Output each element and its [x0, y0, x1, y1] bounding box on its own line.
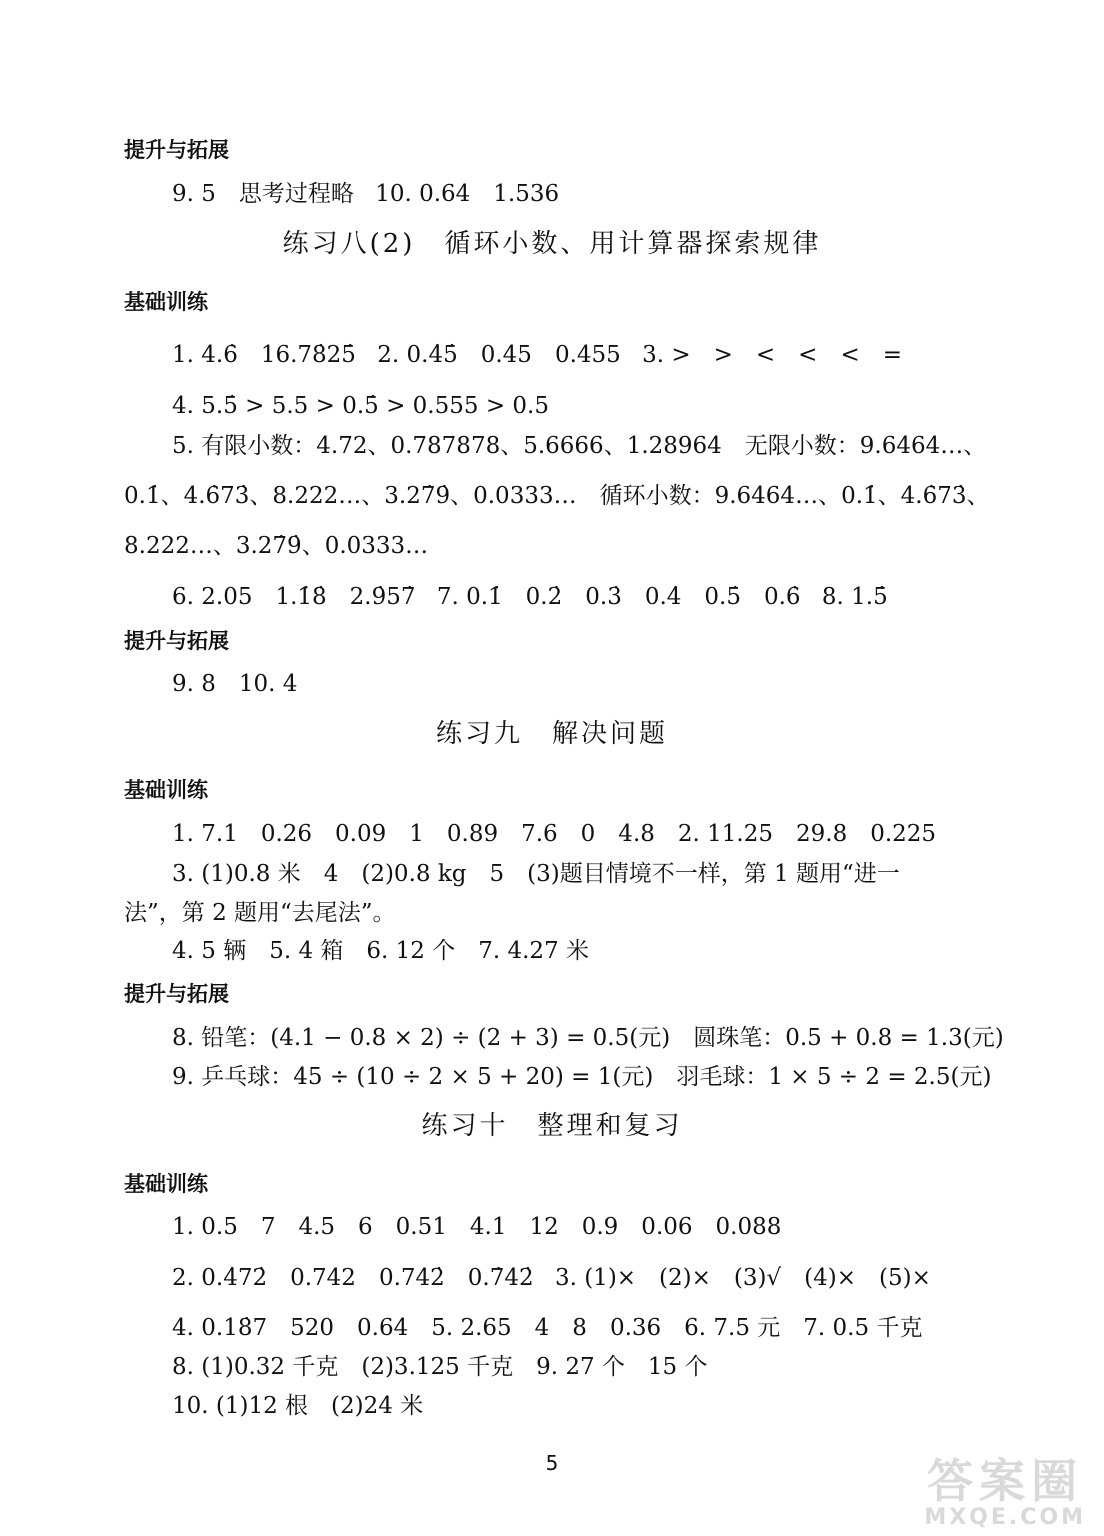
answer-line: 1. 0.5 7 4.5 6 0.51 4.1 12 0.9 0.06 0.088 — [172, 1214, 782, 1240]
exercise-title: 练习十 整理和复习 — [421, 1111, 683, 1141]
watermark-logo — [924, 1454, 1086, 1530]
answer-line: 1. 7.1 0.26 0.09 1 0.89 7.6 0 4.8 2. 11.25 29.8 0.225 — [172, 821, 937, 847]
answer-text: 6. 2.05 1.1̇8̇ 2.9̇57̇ — [172, 584, 416, 610]
answer-line: 9. 乒乓球：45 ÷ (10 ÷ 2 × 5 + 20) = 1(元) 羽毛球：1 × 5 ÷ 2 = 2.5(元) — [172, 1064, 992, 1090]
exercise-title: 练习八(2) 循环小数、用计算器探索规律 — [282, 229, 822, 259]
section-heading: 基础训练 — [124, 1172, 208, 1196]
answer-line: 8.222…、3.27̇9̇、0.0333… — [124, 533, 429, 559]
watermark-text: 答案圈 — [927, 1454, 1084, 1508]
answer-line: 8. (1)0.32 千克 (2)3.125 千克 9. 27 个 15 个 — [172, 1354, 708, 1380]
answer-line: 4. 5.5̇ > 5.5 > 0.5̇ > 0.555 > 0.5 — [172, 393, 549, 419]
section-heading: 基础训练 — [124, 290, 208, 314]
answer-line: 9. 8 10. 4 — [172, 671, 298, 697]
answer-line: 4. 0.18̇7 520 0.64 5. 2.65 4 8 0.36 6. 7.5 元 7. 0.5 千克 — [172, 1315, 923, 1341]
answer-line — [172, 339, 902, 371]
answer-text: 1. 4.6̇ 16.78̇25̇ — [172, 342, 356, 368]
answer-line: 法”，第 2 题用“去尾法”。 — [124, 900, 396, 926]
section-heading: 提升与拓展 — [124, 629, 229, 653]
section-heading: 提升与拓展 — [124, 982, 229, 1006]
exercise-title: 练习九 解决问题 — [435, 719, 668, 749]
answer-text: 7. 0.1̇ 0.2̇ 0.3̇ 0.4̇ 0.5̇ 0.6̇ — [436, 584, 801, 610]
answer-line — [172, 1262, 931, 1294]
section-heading: 基础训练 — [124, 778, 208, 802]
answer-text: 2. 0.4̇72̇ 0.742 0.742̇ 0.7̇42̇ — [172, 1265, 534, 1291]
answer-line: 8. 铅笔：(4.1 − 0.8 × 2) ÷ (2 + 3) = 0.5(元) 圆珠笔：0.5 + 0.8 = 1.3(元) — [172, 1025, 1004, 1051]
answer-text: 9. 5 思考过程略 — [172, 181, 354, 207]
page-number: 5 — [545, 1451, 559, 1475]
answer-line: 10. (1)12 根 (2)24 米 — [172, 1393, 424, 1419]
answer-text: 3. (1)× (2)× (3)√ (4)× (5)× — [554, 1265, 931, 1291]
answer-line: 0.1̇、4.6̇73̇、8.222…、3.27̇9̇、0.0333… 循环小数：9.6464…、0.1̇、4.6̇73̇、 — [124, 483, 990, 509]
watermark-url: MXQE.COM — [924, 1505, 1086, 1530]
answer-line — [172, 178, 559, 210]
answer-line: 4. 5 辆 5. 4 箱 6. 12 个 7. 4.27 米 — [172, 938, 590, 964]
answer-line: 3. (1)0.8 米 4 (2)0.8 kg 5 (3)题目情境不一样，第 1 题用“进一 — [172, 861, 900, 887]
answer-line — [172, 581, 888, 613]
answer-text: 10. 0.64 1.536 — [375, 181, 560, 207]
answer-line: 5. 有限小数：4.72、0.787878、5.6666、1.28964 无限小数：9.6464…、 — [172, 433, 987, 459]
answer-text: 3. > > < < < = — [642, 342, 902, 368]
section-heading: 提升与拓展 — [124, 138, 229, 162]
answer-text: 8. 1.5̇ — [821, 584, 888, 610]
answer-text: 2. 0.4̇5̇ 0.45 0.455 — [377, 342, 621, 368]
